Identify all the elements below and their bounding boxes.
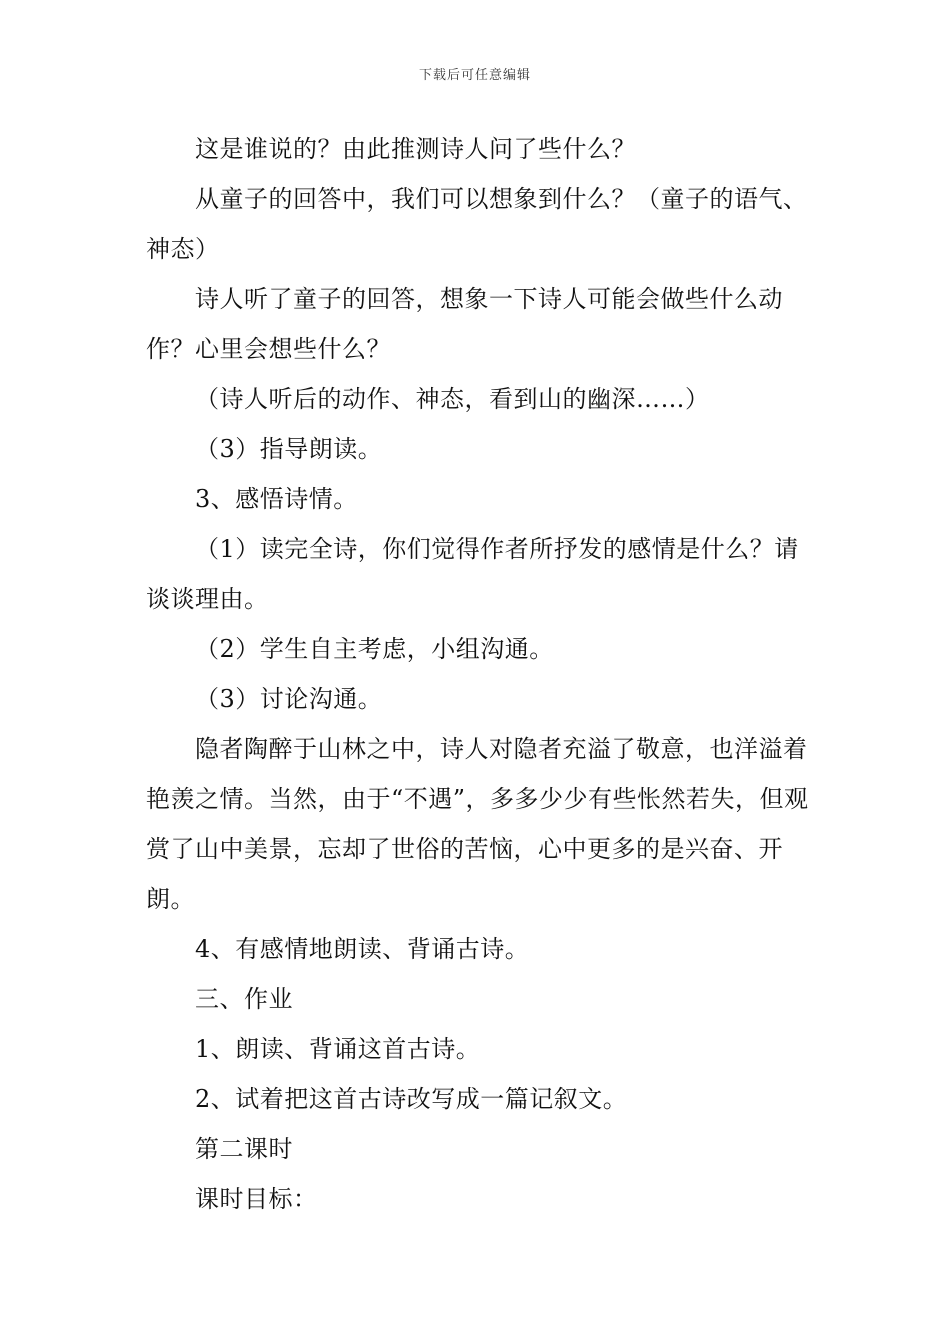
paragraph: （诗人听后的动作、神态，看到山的幽深……）	[195, 385, 710, 413]
paragraph: （3）指导朗读。	[195, 435, 383, 463]
paragraph: 从童子的回答中，我们可以想象到什么？（童子的语气、神态）	[146, 185, 808, 263]
page-header: 下载后可任意编辑	[418, 68, 531, 83]
section-heading: 第二课时	[195, 1135, 293, 1163]
document-body	[146, 124, 810, 1224]
paragraph: （3）讨论沟通。	[195, 685, 383, 713]
section-heading: 三、作业	[195, 985, 293, 1013]
paragraph: 2、试着把这首古诗改写成一篇记叙文。	[195, 1085, 628, 1113]
section-heading: 4、有感情地朗读、背诵古诗。	[195, 935, 530, 963]
paragraph: （2）学生自主考虑，小组沟通。	[195, 635, 554, 663]
paragraph: 隐者陶醉于山林之中，诗人对隐者充溢了敬意，也洋溢着艳羡之情。当然，由于“不遇”，多多少少有些怅然若失，但观赏了山中美景，忘却了世俗的苦恼，心中更多的是兴奋、开朗。	[146, 735, 809, 913]
paragraph: 1、朗读、背诵这首古诗。	[195, 1035, 481, 1063]
paragraph: 诗人听了童子的回答，想象一下诗人可能会做些什么动作？心里会想些什么？	[146, 285, 783, 363]
section-heading: 课时目标：	[195, 1185, 318, 1213]
section-heading: 3、感悟诗情。	[195, 485, 358, 513]
paragraph: 这是谁说的？由此推测诗人问了些什么？	[195, 135, 636, 163]
paragraph: （1）读完全诗，你们觉得作者所抒发的感情是什么？请谈谈理由。	[146, 535, 799, 613]
